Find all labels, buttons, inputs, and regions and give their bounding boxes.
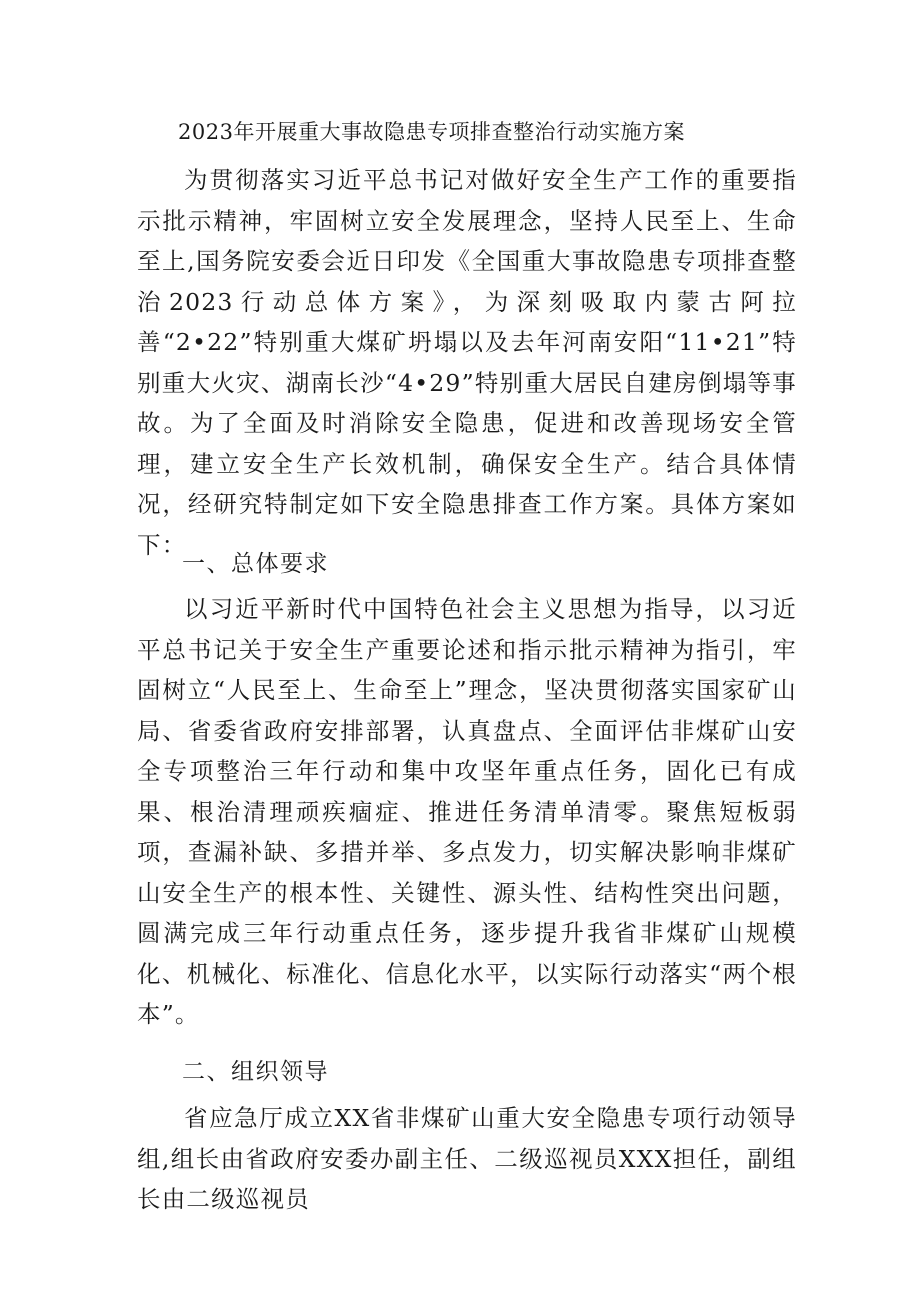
section-heading-general-requirements: 一、总体要求 (182, 551, 329, 577)
section-body-general-requirements: 以习近平新时代中国特色社会主义思想为指导，以习近平总书记关于安全生产重要论述和指示批示精神为指引，牢固树立“人民至上、生命至上”理念，坚决贯彻落实国家矿山局、省委省政府安排部署，认真盘点、全面评估非煤矿山安全专项整治三年行动和集中攻坚年重点任务，固化已有成果、根治清理顽疾痼症、推进任务清单清零。聚焦短板弱项，查漏补缺、多措并举、多点发力，切实解决影响非煤矿山安全生产的根本性、关键性、源头性、结构性突出问题，圆满完成三年行动重点任务，逐步提升我省非煤矿山规模化、机械化、标准化、信息化水平，以实际行动落实“两个根本”。 (137, 595, 797, 1028)
document-title: 2023年开展重大事故隐患专项排查整治行动实施方案 (178, 120, 685, 144)
section-heading-organization-leadership: 二、组织领导 (182, 1059, 329, 1085)
intro-paragraph: 为贯彻落实习近平总书记对做好安全生产工作的重要指示批示精神，牢固树立安全发展理念，坚持人民至上、生命至上,国务院安委会近日印发《全国重大事故隐患专项排查整治2023行动总体方案》，为深刻吸取内蒙古阿拉善“2•22”特别重大煤矿坍塌以及去年河南安阳“11•21”特别重大火灾、湖南长沙“4•29”特别重大居民自建房倒塌等事故。为了全面及时消除安全隐患，促进和改善现场安全管理，建立安全生产长效机制，确保安全生产。结合具体情况，经研究特制定如下安全隐患排查工作方案。具体方案如下： (137, 166, 797, 559)
section-body-organization-leadership: 省应急厅成立XX省非煤矿山重大安全隐患专项行动领导组,组长由省政府安委办副主任、二级巡视员XXX担任，副组长由二级巡视员 (137, 1104, 797, 1213)
